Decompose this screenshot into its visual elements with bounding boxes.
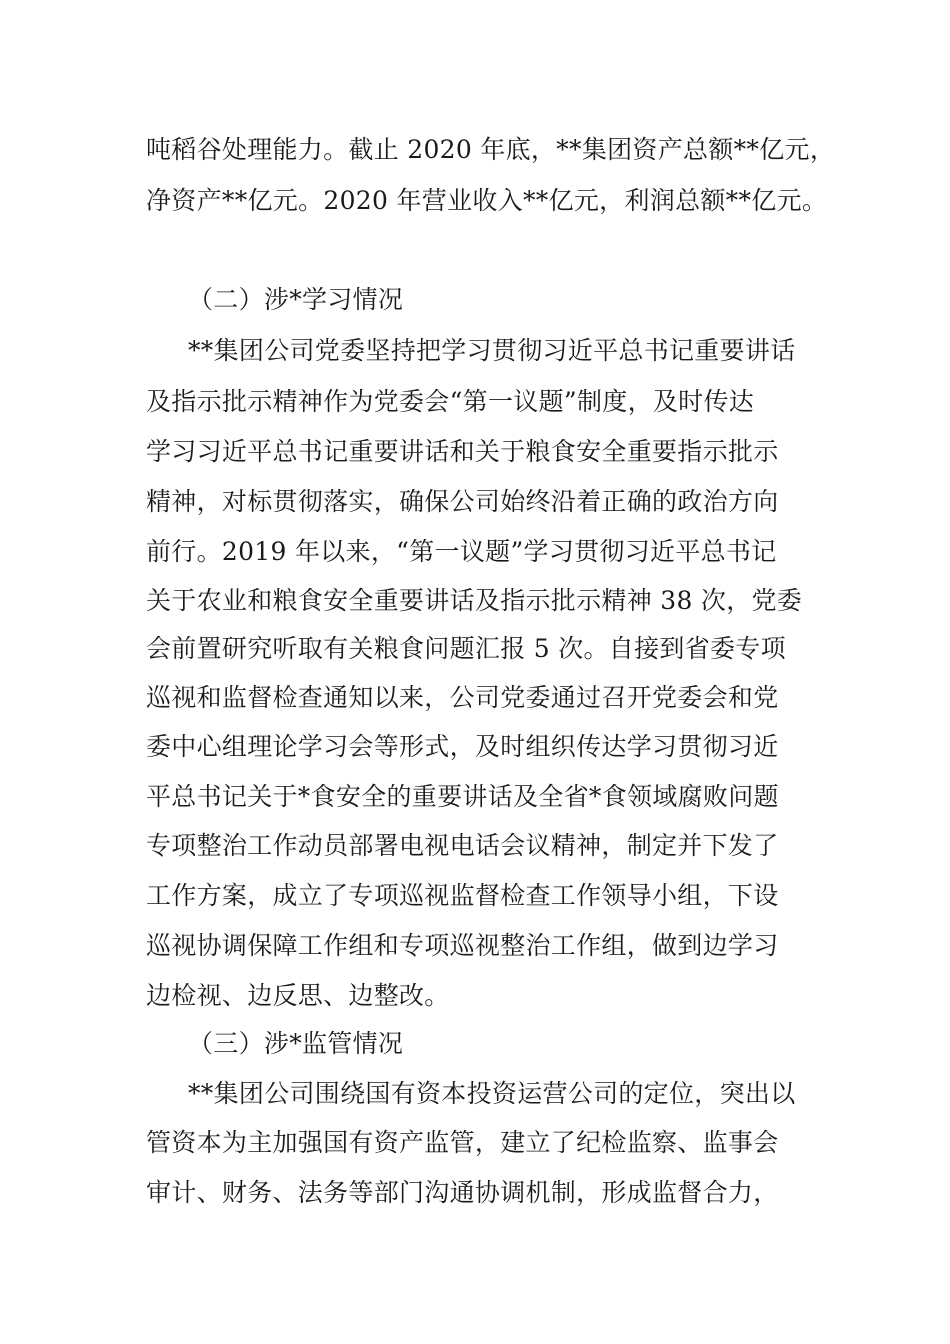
paragraph-line: 学习习近平总书记重要讲话和关于粮食安全重要指示批示 — [146, 437, 779, 466]
paragraph-line: 前行。2019 年以来，“第一议题”学习贯彻习近平总书记 — [146, 537, 777, 566]
paragraph-line: 关于农业和粮食安全重要讲话及指示批示精神 38 次，党委 — [146, 586, 803, 615]
paragraph-line: 吨稻谷处理能力。截止 2020 年底，**集团资产总额**亿元， — [146, 135, 836, 164]
paragraph-line: 精神，对标贯彻落实，确保公司始终沿着正确的政治方向 — [146, 487, 779, 516]
paragraph-line: 审计、财务、法务等部门沟通协调机制，形成监督合力， — [146, 1178, 779, 1207]
paragraph-line: 委中心组理论学习会等形式，及时组织传达学习贯彻习近 — [146, 732, 779, 761]
section-heading: （三）涉*监管情况 — [188, 1029, 404, 1058]
paragraph-line: 平总书记关于*食安全的重要讲话及全省*食领域腐败问题 — [146, 782, 779, 811]
paragraph-line: 净资产**亿元。2020 年营业收入**亿元，利润总额**亿元。 — [146, 186, 828, 215]
paragraph-line: 及指示批示精神作为党委会“第一议题”制度，及时传达 — [146, 387, 755, 416]
paragraph-line: 巡视协调保障工作组和专项巡视整治工作组，做到边学习 — [146, 931, 779, 960]
paragraph-line: 边检视、边反思、边整改。 — [146, 981, 450, 1010]
paragraph-line: 工作方案，成立了专项巡视监督检查工作领导小组，下设 — [146, 881, 779, 910]
paragraph-line: **集团公司围绕国有资本投资运营公司的定位，突出以 — [188, 1079, 796, 1108]
section-heading: （二）涉*学习情况 — [188, 285, 404, 314]
paragraph-line: 专项整治工作动员部署电视电话会议精神，制定并下发了 — [146, 831, 779, 860]
paragraph-line: 巡视和监督检查通知以来，公司党委通过召开党委会和党 — [146, 683, 779, 712]
paragraph-line: **集团公司党委坚持把学习贯彻习近平总书记重要讲话 — [188, 336, 796, 365]
paragraph-line: 管资本为主加强国有资产监管，建立了纪检监察、监事会 — [146, 1128, 779, 1157]
paragraph-line: 会前置研究听取有关粮食问题汇报 5 次。自接到省委专项 — [146, 634, 786, 663]
